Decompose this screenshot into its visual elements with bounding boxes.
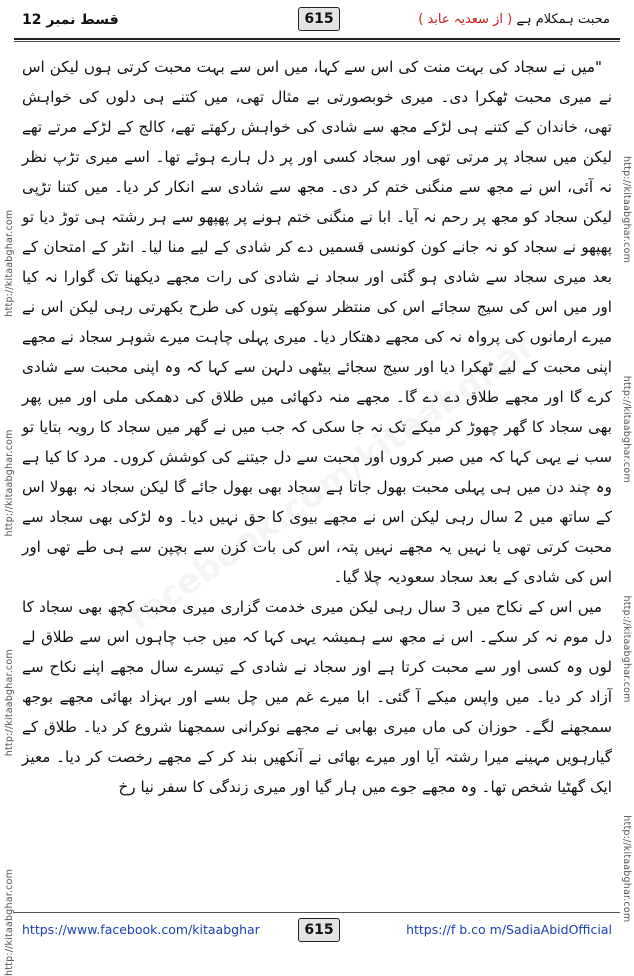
side-url-text: http://kitaabghar.com (621, 595, 632, 703)
side-url-text: http://kitaabghar.com (621, 815, 632, 923)
side-url-text: http://kitaabghar.com (621, 375, 632, 483)
page-number-badge: 615 (298, 7, 340, 31)
novel-title (418, 12, 610, 27)
story-text (22, 52, 612, 892)
author-facebook-link[interactable]: https://f b.co m/SadiaAbidOfficial (406, 922, 612, 937)
facebook-link[interactable]: https://www.facebook.com/kitaabghar (22, 922, 260, 937)
right-side-watermark (616, 156, 632, 956)
left-side-watermark (4, 176, 20, 976)
title-text: محبت ہمکلام ہے (516, 12, 610, 27)
header-divider-thin (14, 41, 620, 42)
side-url-text: http://kitaabghar.com (4, 649, 15, 757)
episode-label: قسط نمبر 12 (22, 12, 119, 28)
paragraph-2: میں اس کے نکاح میں 3 سال رہی لیکن میری خدمت گزاری میری محبت کچھ بھی سجاد کا دل موم نہ کر سکے۔ اس نے مجھ سے ہمیشہ یہی کہا کہ میں جب چاہوں اس سے طلاق لے لوں وہ کسی اور سے محبت کرتا ہے اور سجاد نے شادی کے تیسرے سال مجھے اپنے نکاح سے آزاد کر دیا۔ میں واپس میکے آ گئی۔ ابا میرے غم میں چل بسے اور بہزاد بھائی مجھے بوجھ سمجھنے لگے۔ حوزان کی ماں میری بھابی نے مجھے نوکرانی سمجھنا شروع کر دیا۔ طلاق کے گیارہویں مہینے میرا رشتہ آیا اور میرے بھائی نے آنکھیں بند کر کے مجھے رخصت کر دیا۔ معیز ایک گھٹیا شخص تھا۔ وہ مجھے جوے میں ہار گیا اور میری زندگی کا سفر نیا رخ (22, 598, 612, 796)
side-url-text: http://kitaabghar.com (4, 209, 15, 317)
footer-divider (14, 912, 620, 913)
side-url-text: http://kitaabghar.com (4, 868, 15, 976)
paragraph-1: "میں نے سجاد کی بہت منت کی اس سے کہا، میں اس سے بہت محبت کرتی ہوں لیکن اس نے میری محبت ٹھکرا دی۔ میری خوبصورتی بے مثال تھی، میں کتنے ہی دلوں کی خواہش تھی، خاندان کے کتنے ہی لڑکے مجھ سے شادی کی خواہش رکھتے تھے، کالج کے لڑکے مرتے تھے لیکن میں سجاد پر مرتی تھی اور سجاد کسی اور پر دل ہارے ہوئے تھا۔ اسے میری تڑپ نظر نہ آئی، اس نے مجھ سے منگنی ختم کر دی۔ مجھ سے شادی سے انکار کر دیا۔ میں کتنا تڑپی لیکن سجاد کو مجھ پر رحم نہ آیا۔ ابا نے منگنی ختم ہونے پر پھپھو سے ہر رشتہ ہی توڑ دیا تو پھپھو نے سجاد کو نہ جانے کون کونسی قسمیں دے کر شادی کے لیے منا لیا۔ انٹر کے امتحان کے بعد میری سجاد سے شادی ہو گئی اور سجاد نے شادی کی رات مجھے دیکھنا تک گوارا نہ کیا اور میں اس کی سیج سجائے اس کی منتظر سوکھے پتوں کی طرح بکھرتی رہی لیکن اس نے میرے ارمانوں کی پرواہ نہ کی مجھے دھتکار دیا۔ میری پہلی چاہت میرے شوہر سجاد نے مجھے اپنی محبت کے لیے ٹھکرا دیا اور سیج سجائے بیٹھی دلہن سے کہا کہ وہ اپنی محبت سے شادی کرے گا اور مجھے طلاق دے دے گا۔ مجھے منہ دکھائی میں طلاق کی دھمکی ملی اور میں پھر بھی سجاد کا گھر چھوڑ کر میکے تک نہ جا سکی کہ جب میں نے گھر میں سجاد کا رویہ بتایا تو سب نے یہی کہا کہ میں صبر کروں اور محبت سے دل جیتنے کی کوشش کروں۔ مرد کا کیا ہے وہ چند دن میں ہی پہلی محبت بھول جاتا ہے سجاد بھی بھول جائے گا لیکن سجاد نہ بھولا اس کے ساتھ میں 2 سال رہی لیکن اس نے مجھے بیوی کا حق نہیں دیا۔ وہ لڑکی بھی سجاد سے محبت کرتی تھی یا نہیں یہ مجھے نہیں پتہ، اس کی بات کزن سے بچپن سے ہی طے تھی اور اس کی شادی کے بعد سجاد سعودیہ چلا گیا۔ (22, 58, 612, 586)
side-url-text: http://kitaabghar.com (4, 429, 15, 537)
header-divider (14, 38, 620, 40)
side-url-text: http://kitaabghar.com (621, 156, 632, 264)
page-header (0, 0, 634, 40)
author-name: ( از سعدیہ عابد ) (418, 12, 513, 27)
footer-page-number: 615 (298, 918, 340, 942)
